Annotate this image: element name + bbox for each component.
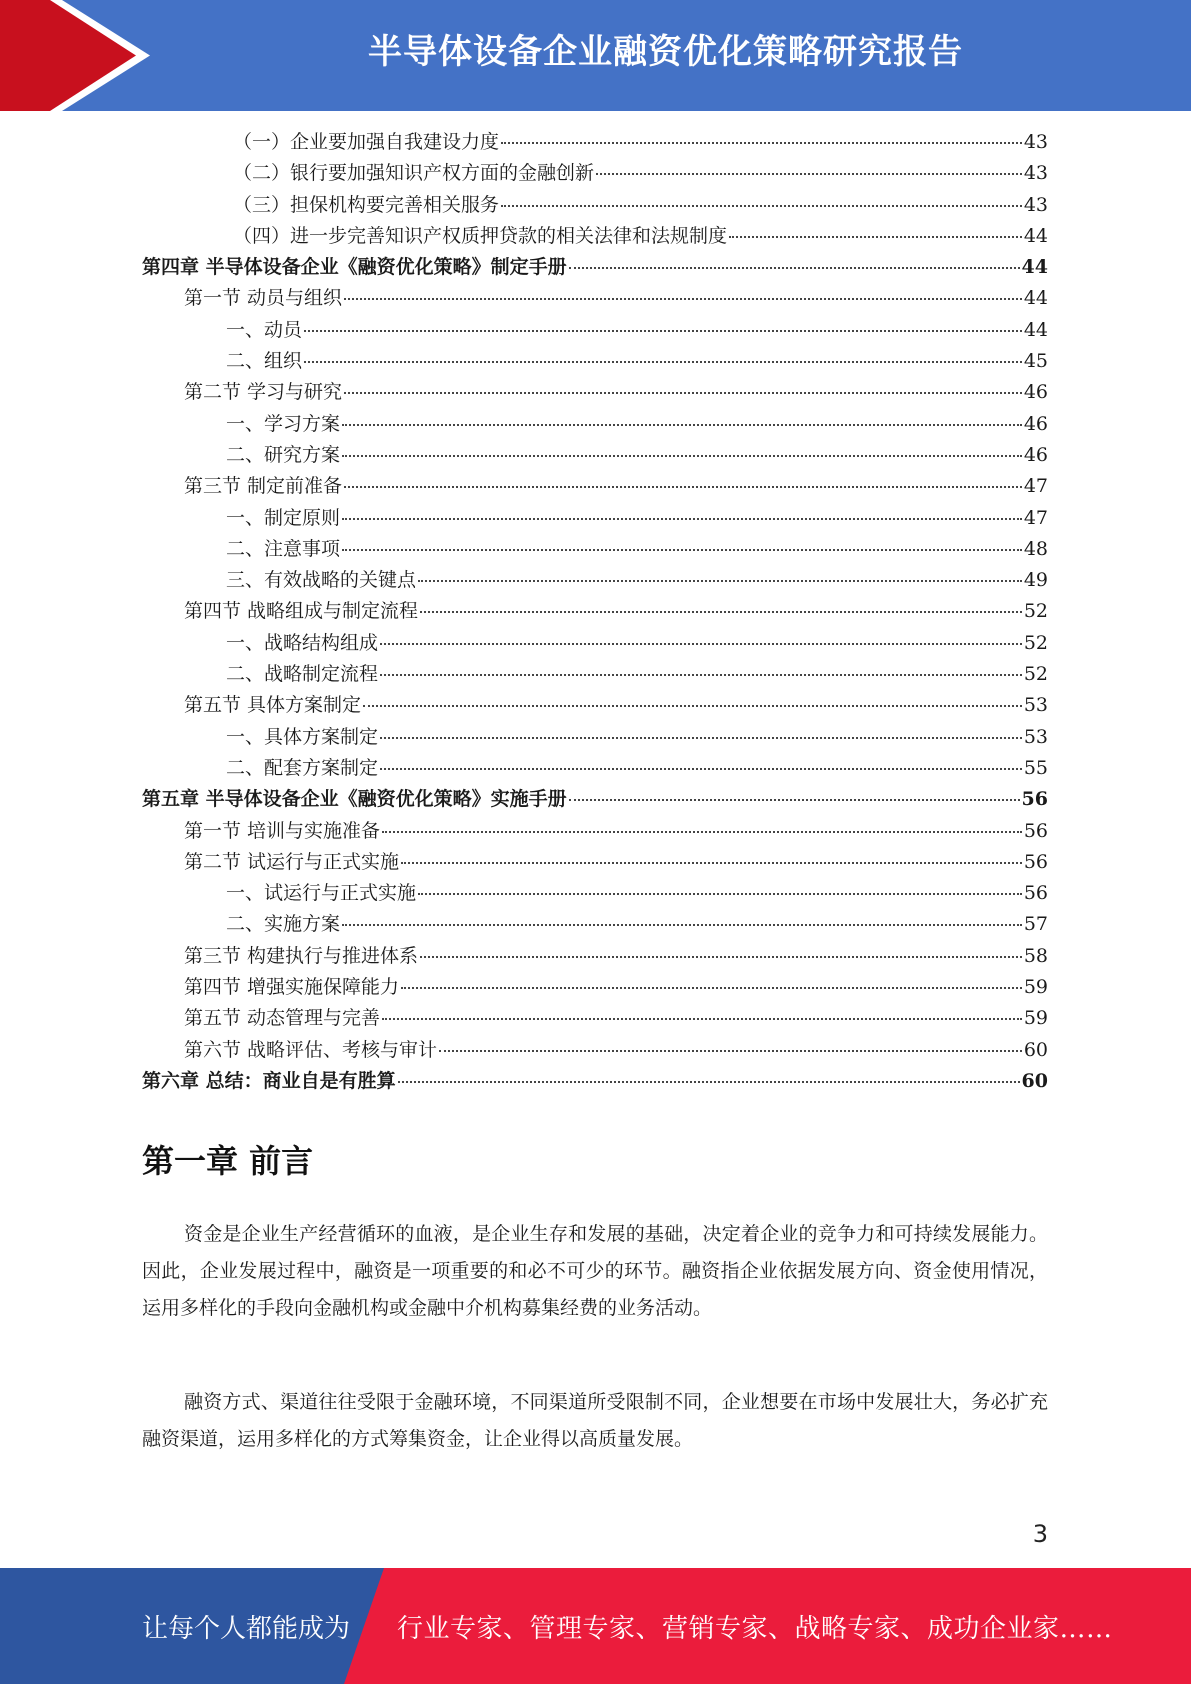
header-title: 半导体设备企业融资优化策略研究报告	[368, 32, 963, 72]
toc-entry-label: （四）进一步完善知识产权质押贷款的相关法律和法规制度	[233, 224, 728, 247]
toc-dot-leader	[401, 987, 1022, 989]
toc-entry[interactable]	[142, 346, 1048, 377]
toc-entry-label: 二、战略制定流程	[226, 663, 379, 686]
toc-entry[interactable]	[142, 816, 1048, 847]
toc-dot-leader	[342, 549, 1022, 551]
toc-entry-label: 第三节 制定前准备	[184, 475, 343, 498]
toc-entry-page: 56	[1021, 788, 1048, 811]
toc-entry[interactable]	[142, 127, 1048, 158]
toc-entry-label: 第一节 动员与组织	[184, 287, 343, 310]
toc-entry-page: 52	[1023, 631, 1048, 654]
toc-entry-page: 44	[1023, 224, 1048, 247]
toc-entry[interactable]	[142, 878, 1048, 909]
toc-entry[interactable]	[142, 972, 1048, 1003]
toc-entry-label: 第五节 具体方案制定	[184, 694, 362, 717]
toc-entry-label: 第三节 构建执行与推进体系	[184, 944, 419, 967]
toc-entry[interactable]	[142, 722, 1048, 753]
toc-entry-page: 60	[1021, 1069, 1048, 1092]
toc-entry[interactable]	[142, 377, 1048, 408]
toc-entry[interactable]	[142, 941, 1048, 972]
toc-entry-page: 55	[1023, 756, 1048, 779]
toc-entry-label: （一）企业要加强自我建设力度	[233, 131, 500, 153]
toc-entry[interactable]	[142, 440, 1048, 471]
toc-entry-page: 46	[1023, 443, 1048, 466]
toc-entry-label: 第一节 培训与实施准备	[184, 819, 381, 842]
body-paragraph-2: 融资方式、渠道往往受限于金融环境，不同渠道所受限制不同，企业想要在市场中发展壮大，务必扩充融资渠道，运用多样化的方式筹集资金，让企业得以高质量发展。	[142, 1391, 1048, 1450]
toc-entry[interactable]	[142, 628, 1048, 659]
page-header	[0, 0, 1191, 111]
toc-dot-leader	[342, 424, 1022, 426]
toc-entry-page: 58	[1023, 944, 1048, 967]
toc-entry-page: 53	[1023, 694, 1048, 717]
toc-dot-leader	[420, 611, 1022, 613]
toc-entry[interactable]	[142, 659, 1048, 690]
toc-entry-page: 59	[1023, 976, 1048, 999]
toc-entry-label: （二）银行要加强知识产权方面的金融创新	[233, 162, 595, 185]
toc-entry[interactable]	[142, 1066, 1048, 1097]
toc-entry[interactable]	[142, 909, 1048, 940]
toc-entry[interactable]	[142, 565, 1048, 596]
toc-entry[interactable]	[142, 471, 1048, 502]
toc-entry-label: 一、具体方案制定	[226, 725, 379, 748]
toc-dot-leader	[304, 361, 1022, 363]
toc-entry-page: 44	[1021, 256, 1048, 279]
toc-entry-label: 三、有效战略的关键点	[226, 569, 417, 592]
toc-dot-leader	[342, 455, 1022, 457]
toc-entry-page: 49	[1023, 569, 1048, 592]
toc-entry[interactable]	[142, 221, 1048, 252]
toc-dot-leader	[398, 1081, 1020, 1083]
toc-entry-page: 43	[1023, 162, 1048, 185]
toc-entry-page: 43	[1023, 193, 1048, 216]
toc-entry-label: 一、制定原则	[226, 506, 341, 529]
toc-entry-label: 第五章 半导体设备企业《融资优化策略》实施手册	[142, 788, 567, 811]
toc-dot-leader	[382, 831, 1022, 833]
page-number: 3	[1032, 1520, 1048, 1548]
toc-entry[interactable]	[142, 503, 1048, 534]
toc-entry-label: 第二节 学习与研究	[184, 381, 343, 404]
footer-slogan-left: 让每个人都能成为	[142, 1614, 351, 1644]
toc-entry[interactable]	[142, 690, 1048, 721]
toc-entry-page: 46	[1023, 412, 1048, 435]
toc-dot-leader	[420, 956, 1022, 958]
toc-dot-leader	[380, 737, 1022, 739]
toc-dot-leader	[501, 205, 1022, 207]
toc-dot-leader	[596, 173, 1022, 175]
toc-dot-leader	[729, 236, 1022, 238]
toc-entry[interactable]	[142, 190, 1048, 221]
toc-entry-label: 第四节 增强实施保障能力	[184, 976, 400, 999]
toc-entry-page: 52	[1023, 663, 1048, 686]
toc-entry-page: 52	[1023, 600, 1048, 623]
toc-entry-label: 一、学习方案	[226, 412, 341, 435]
toc-entry-page: 47	[1023, 506, 1048, 529]
toc-dot-leader	[569, 799, 1020, 801]
toc-dot-leader	[304, 330, 1022, 332]
toc-dot-leader	[342, 924, 1022, 926]
toc-entry-page: 56	[1023, 850, 1048, 873]
toc-dot-leader	[382, 1018, 1022, 1020]
toc-entry-label: 第四节 战略组成与制定流程	[184, 600, 419, 623]
toc-entry-page: 56	[1023, 882, 1048, 905]
toc-entry-label: 第二节 试运行与正式实施	[184, 850, 400, 873]
toc-entry-page: 60	[1023, 1038, 1048, 1061]
toc-entry-page: 48	[1023, 537, 1048, 560]
toc-entry-page: 53	[1023, 725, 1048, 748]
toc-dot-leader	[380, 768, 1022, 770]
footer-slogan-right: 行业专家、管理专家、营销专家、战略专家、成功企业家……	[397, 1614, 1113, 1644]
toc-dot-leader	[380, 643, 1022, 645]
toc-entry-page: 43	[1023, 131, 1048, 153]
toc-entry[interactable]	[142, 847, 1048, 878]
toc-entry-label: （三）担保机构要完善相关服务	[233, 193, 500, 216]
toc-dot-leader	[380, 674, 1022, 676]
toc-dot-leader	[363, 705, 1022, 707]
page-footer	[0, 1568, 1191, 1684]
toc-entry-page: 59	[1023, 1007, 1048, 1030]
toc-entry[interactable]	[142, 409, 1048, 440]
toc-entry[interactable]	[142, 753, 1048, 784]
toc-entry[interactable]	[142, 1035, 1048, 1066]
toc-entry-label: 二、研究方案	[226, 443, 341, 466]
toc-dot-leader	[418, 580, 1022, 582]
toc-entry-page: 57	[1023, 913, 1048, 936]
toc-entry-page: 47	[1023, 475, 1048, 498]
toc-dot-leader	[344, 392, 1022, 394]
toc-entry-label: 二、实施方案	[226, 913, 341, 936]
toc-dot-leader	[344, 298, 1022, 300]
header-arrow-icon	[0, 0, 160, 111]
toc-entry-label: 第四章 半导体设备企业《融资优化策略》制定手册	[142, 256, 567, 279]
toc-entry[interactable]	[142, 784, 1048, 815]
toc-entry-page: 44	[1023, 287, 1048, 310]
toc-dot-leader	[418, 893, 1022, 895]
toc-entry-label: 第六节 战略评估、考核与审计	[184, 1038, 438, 1061]
toc-entry[interactable]	[142, 596, 1048, 627]
toc-dot-leader	[342, 518, 1022, 520]
toc-entry[interactable]	[142, 252, 1048, 283]
toc-dot-leader	[569, 267, 1020, 269]
toc-dot-leader	[401, 862, 1022, 864]
toc-dot-leader	[344, 486, 1022, 488]
toc-entry[interactable]	[142, 315, 1048, 346]
table-of-contents	[142, 127, 1048, 1097]
toc-entry-page: 46	[1023, 381, 1048, 404]
toc-entry-label: 一、动员	[226, 318, 303, 341]
toc-entry-label: 第六章 总结：商业自是有胜算	[142, 1069, 396, 1092]
toc-entry[interactable]	[142, 158, 1048, 189]
toc-dot-leader	[501, 142, 1022, 144]
toc-entry-page: 44	[1023, 318, 1048, 341]
toc-entry-page: 45	[1023, 350, 1048, 373]
toc-entry[interactable]	[142, 283, 1048, 314]
toc-entry-label: 二、组织	[226, 350, 303, 373]
toc-entry-label: 二、配套方案制定	[226, 756, 379, 779]
toc-entry[interactable]	[142, 1003, 1048, 1034]
toc-entry[interactable]	[142, 534, 1048, 565]
toc-entry-label: 一、试运行与正式实施	[226, 882, 417, 905]
toc-entry-label: 第五节 动态管理与完善	[184, 1007, 381, 1030]
body-paragraph-1: 资金是企业生产经营循环的血液，是企业生存和发展的基础，决定着企业的竞争力和可持续发展能力。因此，企业发展过程中，融资是一项重要的和必不可少的环节。融资指企业依据发展方向、资金使用情况，运用多样化的手段向金融机构或金融中介机构募集经费的业务活动。	[142, 1223, 1048, 1319]
chapter-heading: 第一章 前言	[142, 1142, 314, 1180]
toc-entry-label: 一、战略结构组成	[226, 631, 379, 654]
toc-entry-page: 56	[1023, 819, 1048, 842]
toc-entry-label: 二、注意事项	[226, 537, 341, 560]
toc-dot-leader	[439, 1050, 1022, 1052]
